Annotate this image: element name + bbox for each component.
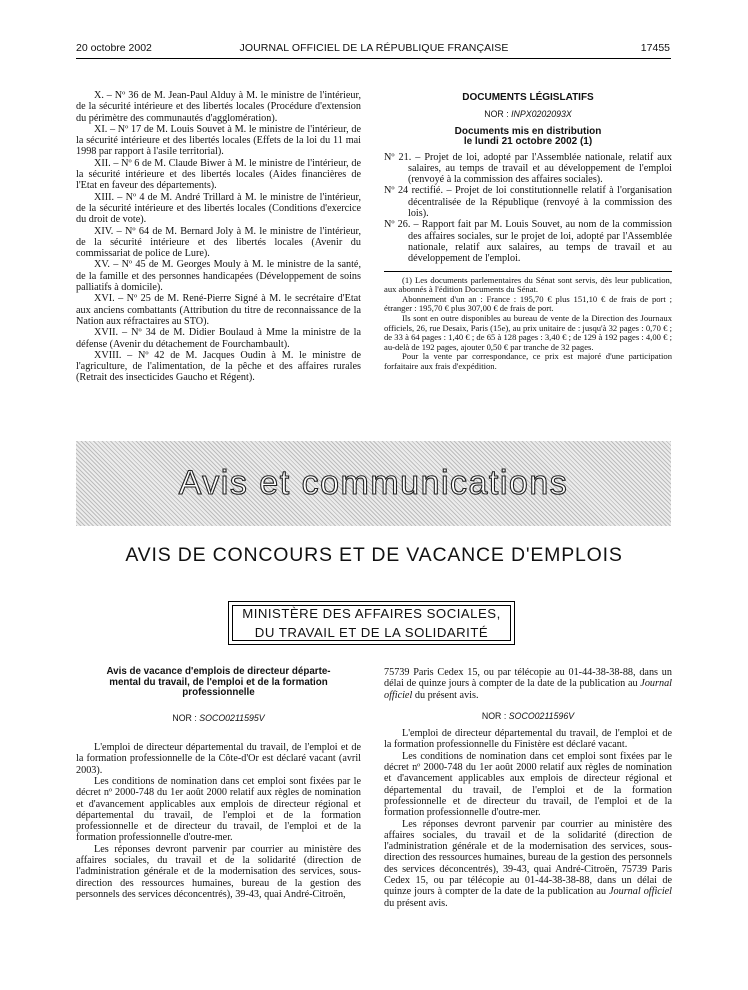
nor-label: NOR : (484, 109, 509, 120)
notice-right-column (384, 667, 672, 909)
avis-banner (76, 441, 671, 526)
header-rule (76, 58, 671, 59)
document-item: Nº 21. – Projet de loi, adopté par l'Assemblée nationale, relatif aux salaires, au temps de travail et au développement de l'emploi (renvoyé à la commission des affaires sociales). (384, 151, 672, 186)
document-item: Nº 24 rectifié. – Projet de loi constitutionnelle relatif à l'organisation décentralisée de la République (renvoyé à la commission des lois). (384, 185, 672, 220)
footnote: Ils sont en outre disponibles au bureau de vente de la Direction des Journaux officiels, 26, rue Desaix, Paris (15e), au prix unitaire de : jusqu'à 32 pages : 0,70 € ; de 33 à 64 pages : 1,40 € ; de 65 à 128 pages : 3,40 € ; de 129 à 192 pages : 4,00 € ; au-delà de 192 pages, ajouter 0,50 € par tranche de 32 pages. (384, 312, 672, 352)
notice-paragraph: Les conditions de nomination dans cet emploi sont fixées par le décret nº 2000-748 du 1er août 2000 relatif aux règles de nomination et d'avancement applicables aux emplois de directeur régional et départemental du travail, de l'emploi et de la formation professionnelle et de directeur du travail, de l'emploi et de la formation professionnelle d'outre-mer. (384, 750, 672, 819)
header-date: 20 octobre 2002 (76, 42, 152, 54)
question-item: XII. – Nº 6 de M. Claude Biwer à M. le ministre de l'intérieur, de la sécurité intérieure et des libertés locales (Aides financières de l'Etat en faveur des départements). (76, 157, 361, 192)
notice-paragraph: L'emploi de directeur départemental du travail, de l'emploi et de la formation professionnelle de la Côte-d'Or est déclaré vacant (avril 2003). (76, 742, 361, 776)
notice-paragraph: Les réponses devront parvenir par courrier au ministère des affaires sociales, du travail et de la solidarité (direction de l'administration générale et de la modernisation des services, sous-direction des ressources humaines, bureau de la gestion des personnels des services déconcentrés), 39-43, quai André-Citroën, 75739 Paris Cedex 15, ou par télécopie au 01-44-38-38-88, dans un délai de quinze jours à compter de la date de la publication au Journal officiel du présent avis. (384, 818, 672, 909)
ministry-box (228, 601, 515, 645)
page-header (0, 42, 748, 58)
questions-list (76, 90, 361, 384)
document-item: Nº 26. – Rapport fait par M. Louis Souvet, au nom de la commission des affaires sociales, sur le projet de loi, adopté par l'Assemblée nationale, relatif aux salaires, au temps de travail et au développement de l'emploi. (384, 219, 672, 265)
question-item: XIII. – Nº 4 de M. André Trillard à M. le ministre de l'intérieur, de la sécurité intérieure et des libertés locales (Conditions d'exercice du droit de vote). (76, 191, 361, 226)
nor-label: NOR : (172, 712, 197, 723)
footnote: Pour la vente par correspondance, ce prix est majoré d'une participation forfaitaire aux frais d'expédition. (384, 351, 672, 371)
question-item: XIV. – Nº 64 de M. Bernard Joly à M. le ministre de l'intérieur, de la sécurité intérieure et des libertés locales (Avenir du commissariat de police de Lure). (76, 225, 361, 260)
question-item: XV. – Nº 45 de M. Georges Mouly à M. le ministre de la santé, de la famille et des personnes handicapées (Développement de soins palliatifs à domicile). (76, 259, 361, 294)
nor-code: INPX0202093X (511, 109, 572, 120)
question-item: XVI. – Nº 25 de M. René-Pierre Signé à M. le secrétaire d'Etat aux anciens combattants (Attribution du titre de reconnaissance de la Nation aux réfractaires au STO). (76, 293, 361, 327)
question-item: XVIII. – Nº 42 de M. Jacques Oudin à M. le ministre de l'agriculture, de l'alimentation, de la pêche et des affaires rurales (Retrait des insecticides Gaucho et Régent). (76, 349, 361, 384)
documents-section (384, 92, 672, 372)
question-item: X. – Nº 36 de M. Jean-Paul Alduy à M. le ministre de l'intérieur, de la sécurité intérieure et des libertés locales (Procédure d'extension du périmètre des communautés d'agglomération). (76, 90, 361, 124)
nor-code: SOCO0211596V (508, 710, 575, 721)
nor-label: NOR : (481, 710, 507, 721)
journal-name: Journal officiel (384, 678, 672, 701)
journal-name: Journal officiel (609, 886, 672, 898)
notice-continuation: 75739 Paris Cedex 15, ou par télécopie au 01-44-38-38-88, dans un délai de quinze jours à compter de la date de la publication au Journal officiel du présent avis. (384, 667, 672, 701)
notice-left-column (76, 667, 361, 900)
header-journal-title: JOURNAL OFFICIEL DE LA RÉPUBLIQUE FRANÇAISE (239, 42, 509, 54)
documents-heading: DOCUMENTS LÉGISLATIFS (462, 92, 594, 103)
documents-subheading-2: le lundi 21 octobre 2002 (1) (463, 136, 593, 148)
notice-title-1: Avis de vacance d'emplois de directeur départe- (106, 666, 331, 677)
banner-text: Avis et communications (178, 464, 569, 502)
question-item: XI. – Nº 17 de M. Louis Souvet à M. le ministre de l'intérieur, de la sécurité intérieure et des libertés locales (Effets de la loi du 11 mai 1998 par rapport à l'asile territorial). (76, 123, 361, 158)
footnote: Abonnement d'un an : France : 195,70 € plus 151,10 € de frais de port ; étranger : 195,70 € plus 307,00 € de frais de port. (384, 293, 672, 314)
section-title: AVIS DE CONCOURS ET DE VACANCE D'EMPLOIS (125, 544, 623, 566)
notice-paragraph: Les réponses devront parvenir par courrier au ministère des affaires sociales, du travail et de la solidarité (direction de l'administration générale et de la modernisation des services, sous-direction des ressources humaines, bureau de la gestion des personnels des services déconcentrés), 39-43, quai André-Citroën, (76, 843, 361, 900)
notice-paragraph: L'emploi de directeur départemental du travail, de l'emploi et de la formation professionnelle du Finistère est déclaré vacant. (384, 728, 672, 751)
question-item: XVII. – Nº 34 de M. Didier Boulaud à Mme la ministre de la défense (Avenir du détachement de Fourchambault). (76, 327, 361, 350)
notice-title-2: mental du travail, de l'emploi et de la formation (109, 676, 328, 688)
footnote-separator (384, 271, 672, 272)
ministry-line-1: MINISTÈRE DES AFFAIRES SOCIALES, (242, 606, 501, 621)
notice-title-3: professionnelle (182, 687, 255, 699)
notice-nor-2 (384, 711, 672, 722)
footnote: (1) Les documents parlementaires du Sénat sont servis, dès leur publication, aux abonnés à l'édition Documents du Sénat. (384, 274, 672, 295)
notice-nor-1 (76, 713, 361, 724)
documents-subheading-1: Documents mis en distribution (454, 125, 602, 137)
header-page-number: 17455 (640, 42, 670, 54)
nor-code: SOCO0211595V (199, 712, 265, 723)
ministry-line-2: DU TRAVAIL ET DE LA SOLIDARITÉ (254, 625, 489, 640)
notice-paragraph: Les conditions de nomination dans cet emploi sont fixées par le décret nº 2000-748 du 1er août 2000 relatif aux règles de nomination et d'avancement applicables aux emplois de directeur régional et départemental du travail, de l'emploi et de la formation professionnelle et de directeur du travail, de l'emploi et de la formation professionnelle d'outre-mer. (76, 775, 361, 844)
documents-nor (384, 109, 672, 120)
